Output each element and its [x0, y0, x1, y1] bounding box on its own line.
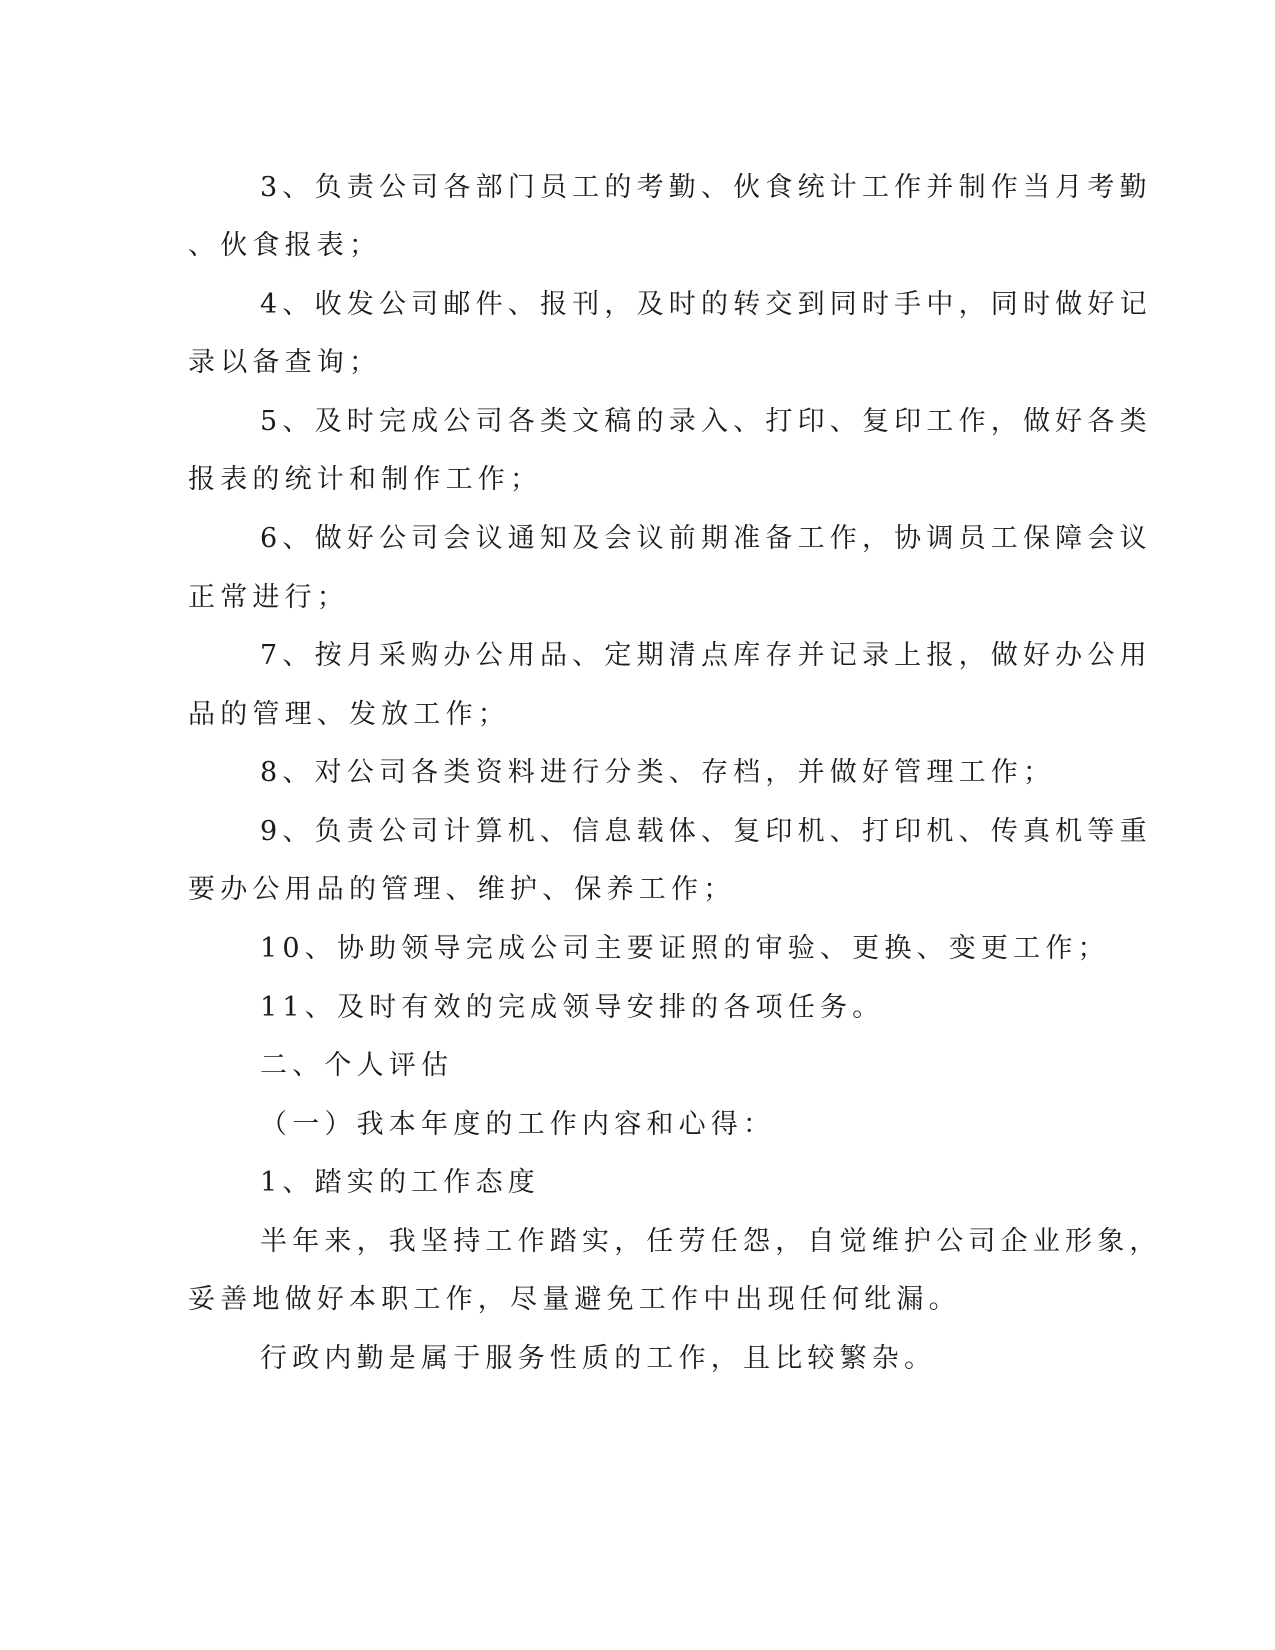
- text-line: 品的管理、发放工作；: [188, 699, 510, 730]
- text-line: 报表的统计和制作工作；: [188, 464, 543, 495]
- text-line: 8、对公司各类资料进行分类、存档，并做好管理工作；: [260, 757, 1056, 788]
- text-line: 要办公用品的管理、维护、保养工作；: [188, 874, 736, 905]
- text-line: 妥善地做好本职工作，尽量避免工作中出现任何纰漏。: [188, 1284, 961, 1315]
- section-heading: 二、个人评估: [260, 1050, 454, 1081]
- text-line: 3、负责公司各部门员工的考勤、伙食统计工作并制作当月考勤: [260, 172, 1152, 203]
- text-line: 录以备查询；: [188, 347, 382, 378]
- subsection-heading: （一）我本年度的工作内容和心得：: [260, 1109, 776, 1140]
- text-line: 6、做好公司会议通知及会议前期准备工作，协调员工保障会议: [260, 523, 1152, 554]
- text-line: 正常进行；: [188, 582, 349, 613]
- subsection-heading: 1、踏实的工作态度: [260, 1167, 540, 1198]
- text-line: 9、负责公司计算机、信息载体、复印机、打印机、传真机等重: [260, 816, 1152, 847]
- text-line: 、伙食报表；: [188, 230, 382, 261]
- text-line: 7、按月采购办公用品、定期清点库存并记录上报，做好办公用: [260, 640, 1152, 671]
- text-line: 11、及时有效的完成领导安排的各项任务。: [260, 992, 885, 1023]
- text-line: 5、及时完成公司各类文稿的录入、打印、复印工作，做好各类: [260, 406, 1152, 437]
- text-line: 行政内勤是属于服务性质的工作，且比较繁杂。: [260, 1343, 937, 1374]
- text-line: 4、收发公司邮件、报刊，及时的转交到同时手中，同时做好记: [260, 289, 1152, 320]
- text-line: 10、协助领导完成公司主要证照的审验、更换、变更工作；: [260, 933, 1110, 964]
- text-line: 半年来，我坚持工作踏实，任劳任怨，自觉维护公司企业形象，: [260, 1226, 1162, 1257]
